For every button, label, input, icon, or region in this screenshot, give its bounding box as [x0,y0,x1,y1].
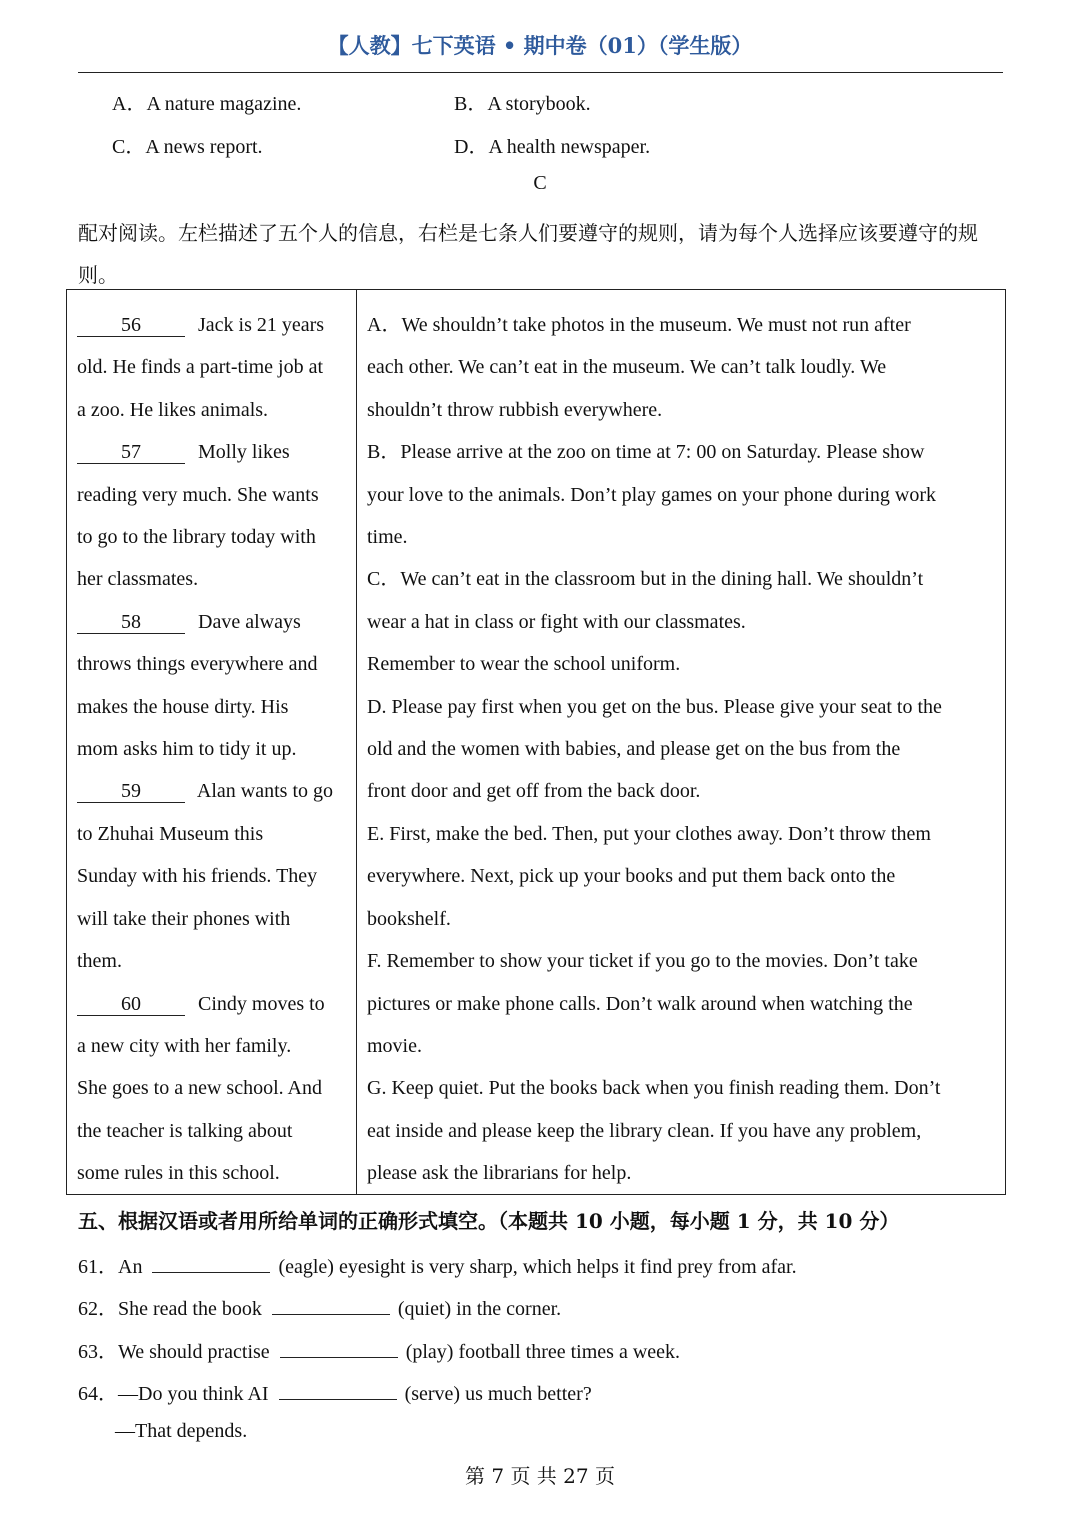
rule-a-line: each other. We can’t eat in the museum. We can’t talk loudly. We [367,356,887,379]
question-61: 61．An (eagle) eyesight is very sharp, which helps it find prey from afar. [78,1256,797,1278]
person-58-line: mom asks him to tidy it up. [77,738,297,761]
rule-f-line: F. Remember to show your ticket if you go to the movies. Don’t take [367,950,918,973]
person-58-line: throws things everywhere and [77,653,318,676]
option-d: D．A health newspaper. [454,136,651,158]
page-header-title: 【人教】七下英语 • 期中卷（01）（学生版） [327,33,753,58]
rule-f-line: pictures or make phone calls. Don’t walk around when watching the [367,992,913,1015]
section-letter: C [533,172,547,194]
person-58-line: 58 Dave always [77,601,352,643]
person-56-line: 56 Jack is 21 years [77,304,352,346]
person-59-line: Sunday with his friends. They [77,865,318,888]
person-59-line: them. [77,950,122,973]
matching-table [66,289,1006,1195]
rule-a-line: A．We shouldn’t take photos in the museum. We must not run after [367,314,911,336]
option-a: A．A nature magazine. [112,93,302,115]
person-57-line: her classmates. [77,568,199,591]
matching-instruction: 配对阅读。左栏描述了五个人的信息，右栏是七条人们要遵守的规则，请为每个人选择应该要遵守的规则。 [78,221,978,287]
person-58-line: makes the house dirty. His [77,695,289,718]
rule-b-line: time. [367,526,408,549]
answer-blank-63[interactable] [280,1339,398,1358]
rule-f-line: movie. [367,1034,422,1057]
header-rule [78,72,1003,73]
rule-d-line: D. Please pay first when you get on the bus. Please give your seat to the [367,695,942,718]
people-column [77,304,352,1195]
rule-c-line: wear a hat in class or fight with our classmates. [367,610,746,633]
answer-blank-57[interactable]: 57 [77,441,185,464]
question-64: 64．—Do you think AI (serve) us much better? [78,1383,592,1405]
person-57-line: reading very much. She wants [77,483,319,506]
column-divider [356,290,357,1194]
option-b: B．A storybook. [454,93,591,115]
rule-g-line: please ask the librarians for help. [367,1162,632,1185]
option-c: C．A news report. [112,136,263,158]
rule-d-line: front door and get off from the back door. [367,780,701,803]
person-59-line: 59 Alan wants to go [77,770,352,812]
person-59-line: will take their phones with [77,907,291,930]
rule-g-line: G. Keep quiet. Put the books back when you finish reading them. Don’t [367,1077,941,1100]
person-60-line: some rules in this school. [77,1162,280,1185]
question-64-reply: —That depends. [115,1420,248,1442]
rules-column [367,304,1002,1195]
rule-c-line: C．We can’t eat in the classroom but in the dining hall. We shouldn’t [367,568,924,591]
person-56-line: a zoo. He likes animals. [77,398,269,421]
rule-e-line: E. First, make the bed. Then, put your clothes away. Don’t throw them [367,822,931,845]
answer-blank-56[interactable]: 56 [77,314,185,337]
person-60-line: the teacher is talking about [77,1119,293,1142]
answer-blank-59[interactable]: 59 [77,780,185,803]
answer-blank-60[interactable]: 60 [77,993,185,1016]
person-57-line: 57 Molly likes [77,431,352,473]
rule-e-line: everywhere. Next, pick up your books and put them back onto the [367,865,896,888]
answer-blank-61[interactable] [152,1254,270,1273]
answer-blank-58[interactable]: 58 [77,611,185,634]
rule-g-line: eat inside and please keep the library clean. If you have any problem, [367,1119,922,1142]
page-footer: 第 7 页 共 27 页 [465,1464,615,1488]
section-five-title: 五、根据汉语或者用所给单词的正确形式填空。（本题共 10 小题，每小题 1 分，共 10 分） [78,1209,900,1233]
question-63: 63．We should practise (play) football three times a week. [78,1341,681,1363]
rule-d-line: old and the women with babies, and please get on the bus from the [367,738,901,761]
answer-blank-62[interactable] [272,1296,390,1315]
answer-blank-64[interactable] [279,1381,397,1400]
rule-e-line: bookshelf. [367,907,451,930]
question-62: 62．She read the book (quiet) in the corner. [78,1298,562,1320]
person-57-line: to go to the library today with [77,526,316,549]
person-60-line: 60 Cindy moves to [77,983,352,1025]
person-59-line: to Zhuhai Museum this [77,822,264,845]
person-60-line: a new city with her family. [77,1034,292,1057]
rule-b-line: B．Please arrive at the zoo on time at 7: 00 on Saturday. Please show [367,441,925,464]
person-56-line: old. He finds a part-time job at [77,356,324,379]
person-60-line: She goes to a new school. And [77,1077,322,1100]
rule-b-line: your love to the animals. Don’t play games on your phone during work [367,483,936,506]
rule-c-line: Remember to wear the school uniform. [367,653,681,676]
rule-a-line: shouldn’t throw rubbish everywhere. [367,398,663,421]
